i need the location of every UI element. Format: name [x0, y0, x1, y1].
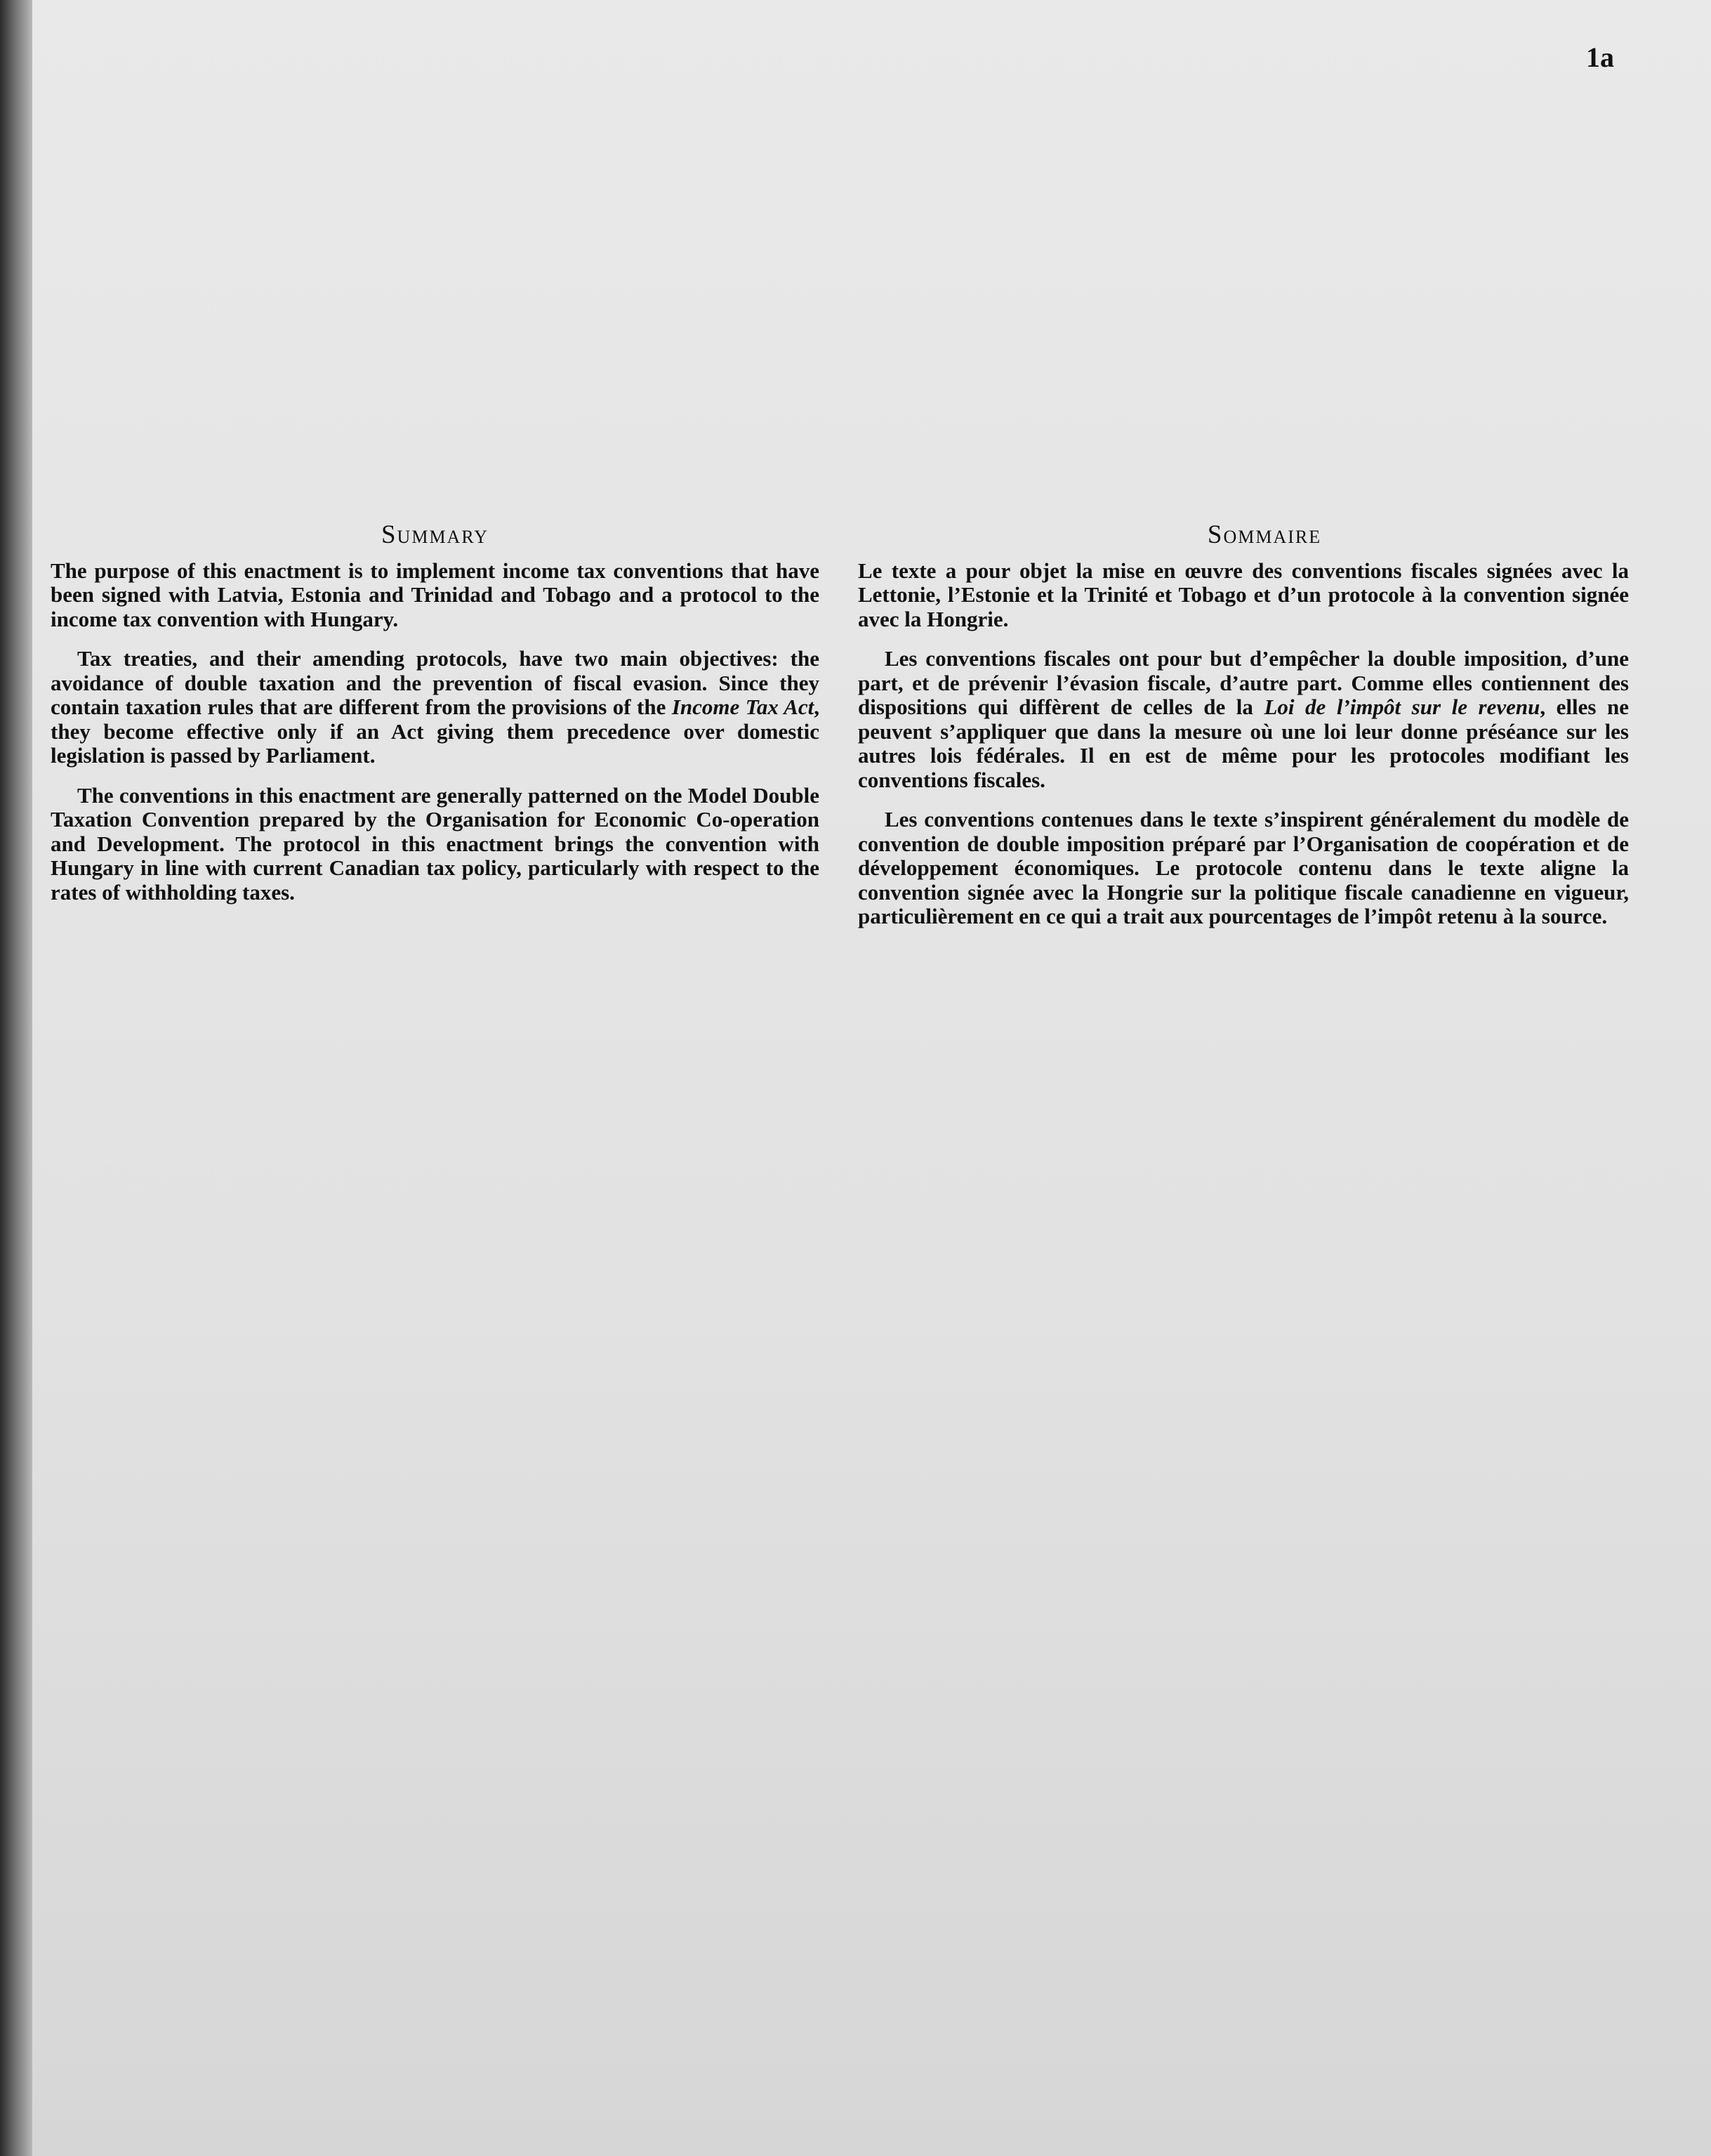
- sommaire-french-column: [858, 520, 1629, 945]
- summary-english-column: [51, 520, 819, 920]
- sommaire-paragraph-2-text-b: , elles ne peuvent s’appliquer que dans la mesure où une loi leur donne préséance sur les autres lois fédérales. Il en est de même pour les protocoles modifiant les conventions fiscales.: [858, 695, 1629, 792]
- loi-impot-revenu-title: Loi de l’impôt sur le revenu: [1264, 695, 1540, 719]
- sommaire-paragraph-2-text-a: Les conventions fiscales ont pour but d’empêcher la double imposition, d’une part, et de prévenir l’évasion fiscale, d’autre part. Comme elles contiennent des dispositions qui diffèrent de celles de la: [858, 646, 1629, 719]
- sommaire-paragraph-1: Le texte a pour objet la mise en œuvre des conventions fiscales signées avec la Lettonie, l’Estonie et la Trinité et Tobago et d’un protocole à la convention signée avec la Hongrie.: [858, 558, 1629, 631]
- sommaire-paragraph-3: Les conventions contenues dans le texte s’inspirent généralement du modèle de convention de double imposition préparé par l’Organisation de coopération et de développement économiques. Le protocole contenu dans le texte aligne la convention signée avec la Hongrie sur la politique fiscale canadienne en vigueur, particulièrement en ce qui a trait aux pourcentages de l’impôt retenu à la source.: [858, 807, 1629, 928]
- sommaire-heading: Sommaire: [1207, 520, 1322, 549]
- page-number: 1a: [1586, 41, 1614, 73]
- binding-edge: [0, 0, 32, 2156]
- summary-paragraph-1: The purpose of this enactment is to implement income tax conventions that have been signed with Latvia, Estonia and Trinidad and Tobago and a protocol to the income tax convention with Hungary.: [51, 558, 819, 631]
- summary-paragraph-3: The conventions in this enactment are generally patterned on the Model Double Taxation Convention prepared by the Organisation for Economic Co-operation and Development. The protocol in this enactment brings the convention with Hungary in line with current Canadian tax policy, particularly with respect to the rates of withholding taxes.: [51, 782, 819, 905]
- summary-paragraph-2: [51, 647, 819, 768]
- summary-paragraph-2-text-a: Tax treaties, and their amending protocols, have two main objectives: the avoidance of double taxation and the prevention of fiscal evasion. Since they contain taxation rules that are different from the provisions of the: [51, 646, 819, 719]
- page-sheet: [32, 0, 1711, 2156]
- summary-heading: Summary: [381, 520, 489, 549]
- income-tax-act-title: Income Tax Act: [671, 695, 814, 719]
- sommaire-paragraph-2: [858, 647, 1629, 792]
- summary-paragraph-2-text-b: , they become effective only if an Act giving them precedence over domestic legislation is passed by Parliament.: [51, 695, 819, 768]
